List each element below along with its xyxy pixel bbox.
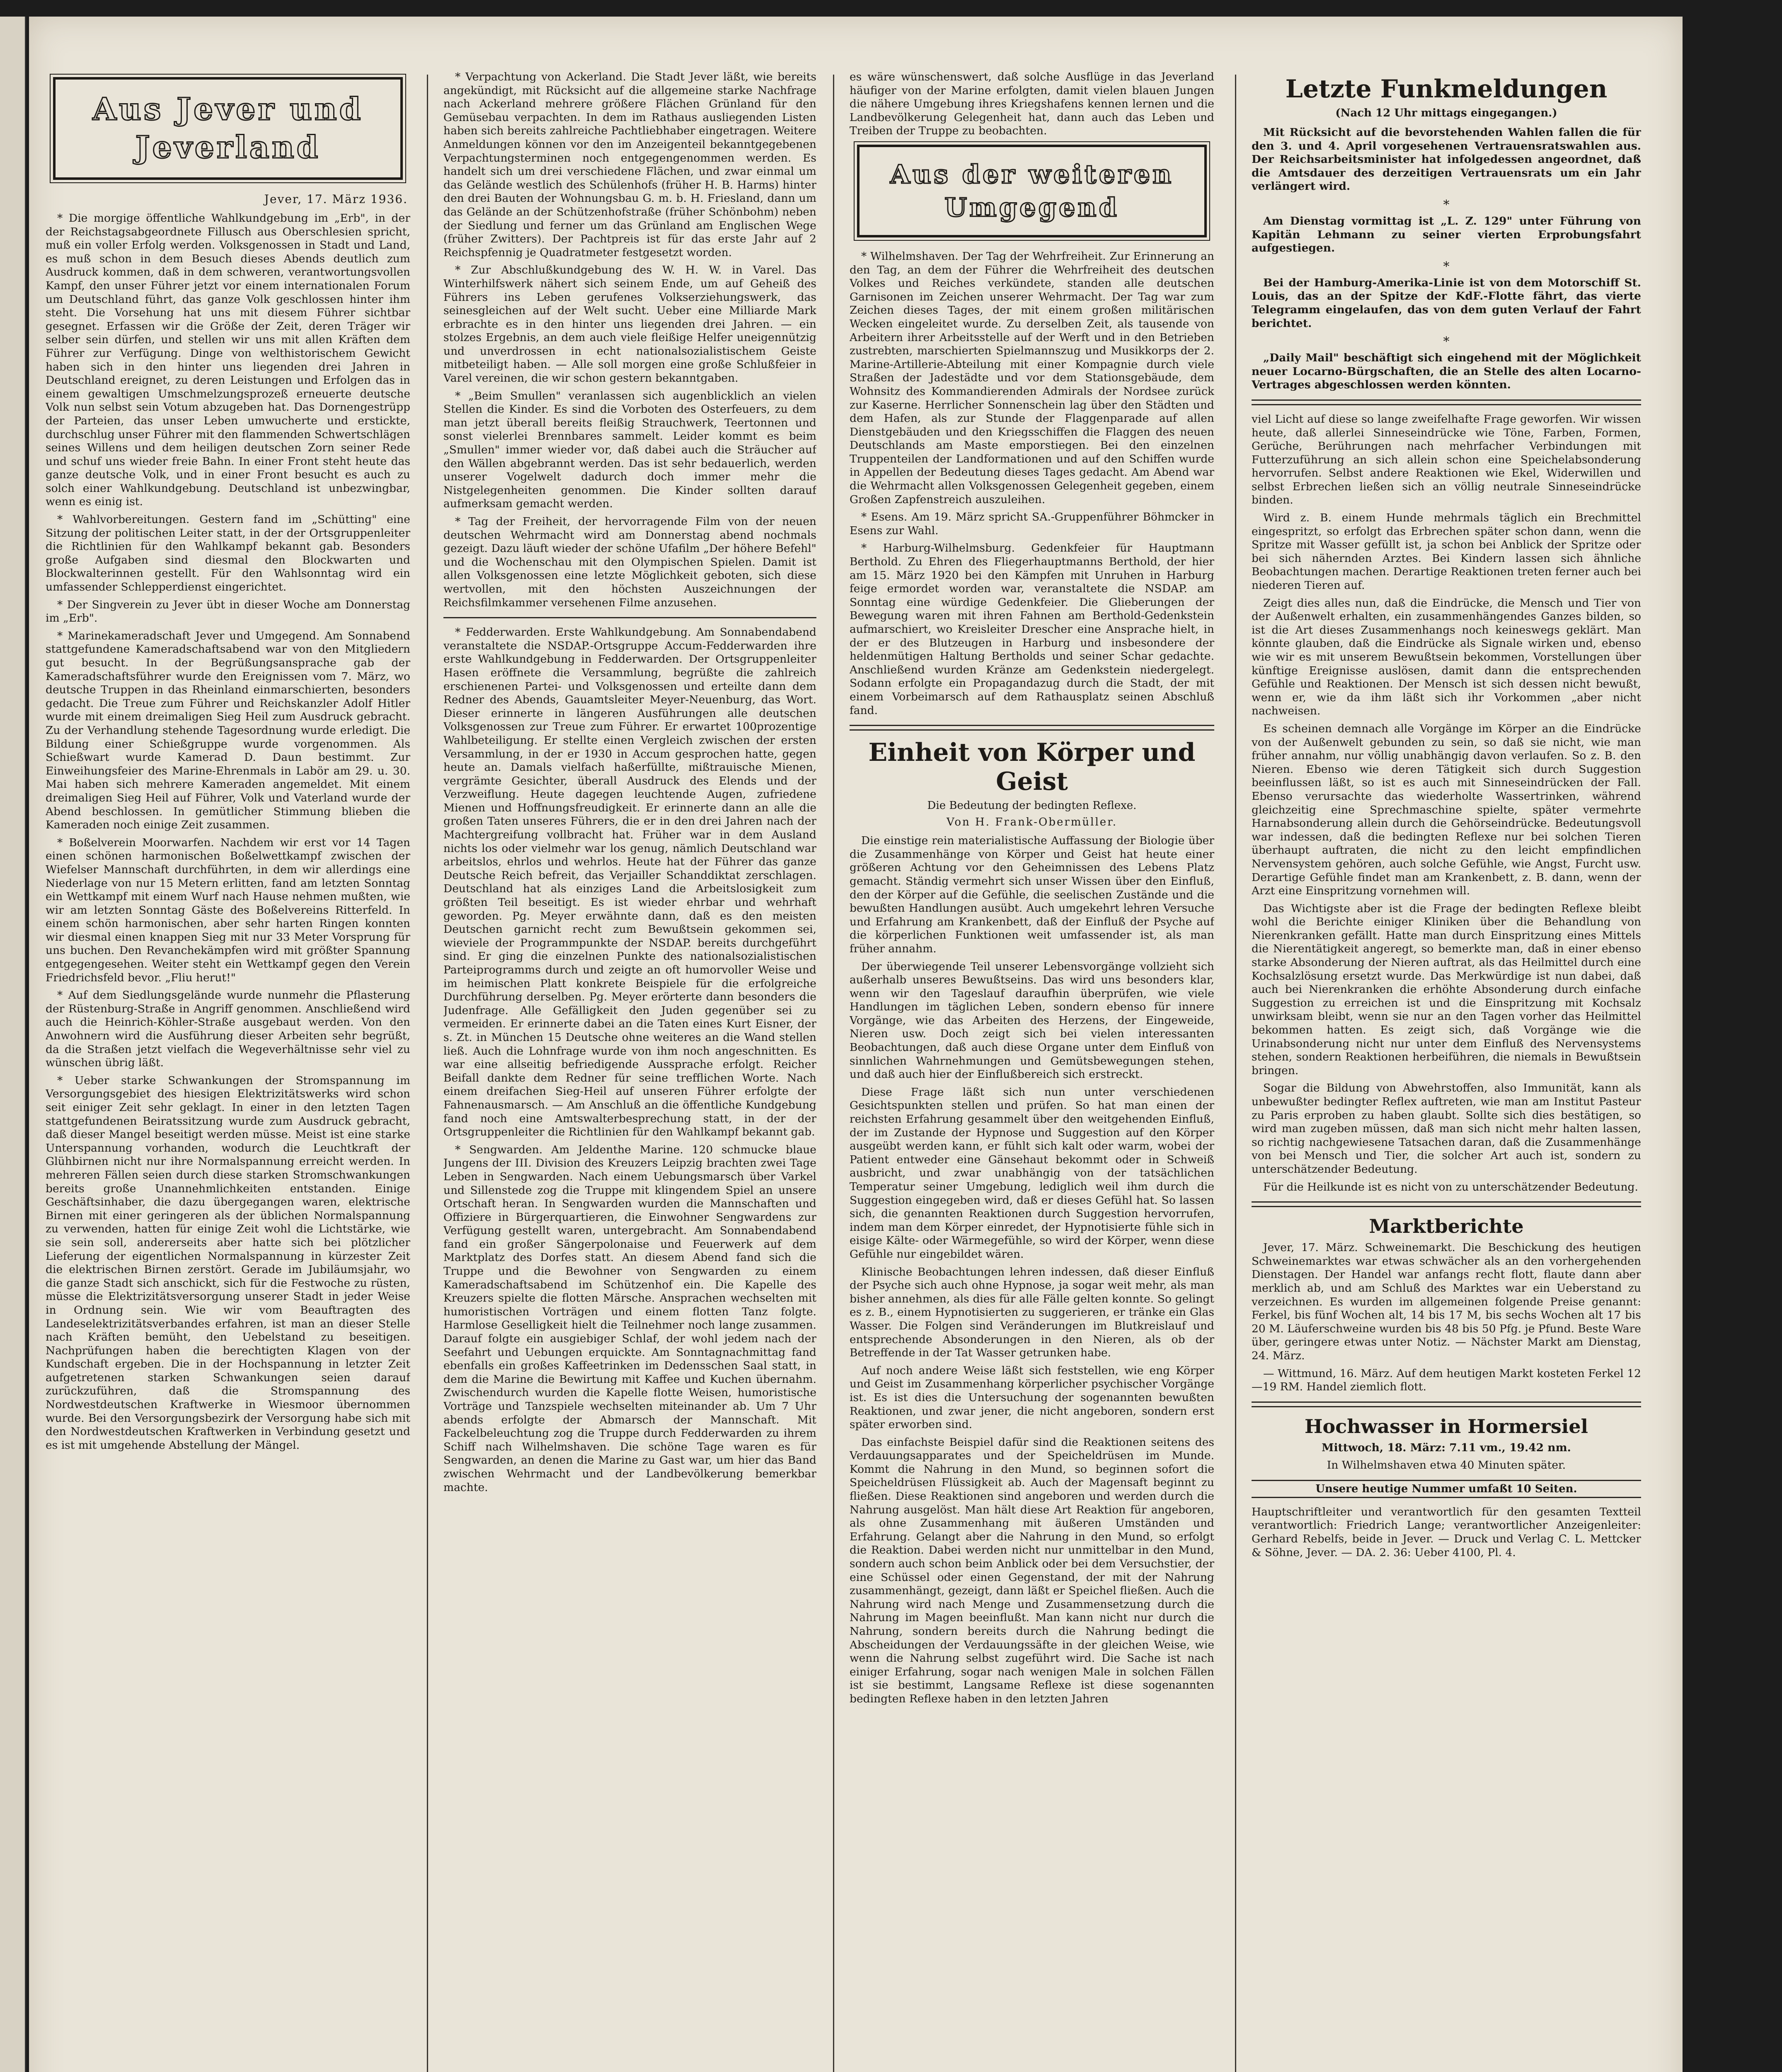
news-note: (Nach 12 Uhr mittags eingegangen.) <box>1335 107 1557 119</box>
news-title: Letzte Funkmeldungen <box>1285 75 1608 104</box>
newspaper-page <box>29 17 1683 2072</box>
tide-times: Mittwoch, 18. März: 7.11 vm., 19.42 nm. <box>1322 1441 1571 1454</box>
article: Das Wichtigste aber ist die Frage der bedingten Reflexe bleibt wohl die Berichte einiger Kliniken über die Behandlung von Nierenkranken gefällt. Hatte man durch Einspritzung eines Mittels die Nierentätigkeit angeregt, so bemerkte man, daß in einer ebenso starke Absonderung der Nieren auftrat, als das Heilmittel durch eine Kochsalzlösung ersetzt wurde. Das Merkwürdige ist nun dabei, daß auch bei Nierenkranken die erhöhte Absonderung durch einfache Suggestion zu erreichen ist und die Einspritzung mit Kochsalz unwirksam bleibt, wenn sie nur an den Tagen vorher das Heilmittel bekommen hatten. Es zeigt sich, daß Vorgänge wie die Urinabsonderung nicht nur unter dem Einfluß des Nervensystems stehen, sondern Reaktionen herbeiführen, die niemals in Bewußtsein bringen. <box>1252 902 1641 1077</box>
market-report: — Wittmund, 16. März. Auf dem heutigen Markt kosteten Ferkel 12—19 RM. Handel ziemlich flott. <box>1252 1367 1641 1394</box>
tide-note: In Wilhelmshaven etwa 40 Minuten später. <box>1327 1459 1566 1472</box>
article: * Sengwarden. Am Jeldenthe Marine. 120 schmucke blaue Jungens der III. Division des Kreuzers Leipzig brachten zwei Tage Leben in Sengwarden. Nach einem Uebungsmarsch über Varkel und Sillenstede zog die Truppe mit klingendem Spiel an unsere Ortschaft heran. In Sengwarden wurden die Mannschaften und Offiziere in Bürgerquartieren, die Einwohner Sengwardens zur Verfügung gestellt waren, untergebracht. Am Sonnabendabend fand ein großer Sängerpolonaise und Feuerwerk auf dem Marktplatz des Dorfes statt. An diesem Abend fand sich die Truppe und die Bewohner von Sengwarden zu einem Kameradschaftsabend im Schützenhof ein. Die Kapelle des Kreuzers spielte die flotten Märsche. Ansprachen wechselten mit humoristischen Vorträgen und einem flotten Tanz folgte. Harmlose Geselligkeit hielt die Teilnehmer noch lange zusammen. Darauf folgte ein ausgiebiger Schlaf, der wohl jedem nach der Seefahrt und Uebungen erquickte. Am Sonntagnachmittag fand ebenfalls ein großes Kaffeetrinken im Dedensschen Saal statt, in dem die Marine die Bewirtung mit Kaffee und Kuchen übernahm. Zwischendurch wurden die Kapelle flotte Weisen, humoristische Vorträge und Tanzspiele wechselten miteinander ab. Um 7 Uhr abends erfolgte der Abmarsch der Mannschaft. Mit Fackelbeleuchtung zog die Truppe durch Fedderwarden zu ihrem Schiff nach Wilhelmshaven. Die schöne Tage waren es für Sengwarden, an denen die Marine zu Gast war, um hier das Band zwischen Wehrmacht und der Landbevölkerung bemerkbar machte. <box>443 1143 816 1494</box>
article: * Die morgige öffentliche Wahlkundgebung im „Erb", in der der Reichstagsabgeordnete Fillusch aus Oberschlesien spricht, muß ein voller Erfolg werden. Volksgenossen in Stadt und Land, es muß schon in dem Besuch dieses Abends deutlich zum Ausdruck kommen, daß in dem schweren, verantwortungsvollen Kampf, den unser Führer jetzt vor einem internationalen Forum um Deutschland führt, das ganze Volk geschlossen hinter ihm steht. Die Vorsehung hat uns mit diesem Führer sichtbar gesegnet. Erfassen wir die Größe der Zeit, deren Träger wir selber sein dürfen, und stellen wir uns mit allen Kräften dem Führer zur Verfügung. Dinge von welthistorischem Gewicht haben sich in den hinter uns liegenden drei Jahren in Deutschland ereignet, zu deren Leistungen und Erfolgen das in einem gewaltigen Umschmelzungsprozeß erneuerte deutsche Volk nun selbst sein Votum abzugeben hat. Das Dornengestrüpp der Parteien, das unser Leben umwucherte und erstickte, durchschlug unser Führer mit den flammenden Schwertschlägen seines Willens und dem heiligen deutschen Zorn seiner Rede und schuf uns wieder freie Bahn. In einer Front steht heute das ganze deutsche Volk, und in einer Front besucht es auch zu solch einer Wahlkundgebung. Deutschland ist unbezwingbar, wenn es einig ist. <box>46 212 410 508</box>
article: Zeigt dies alles nun, daß die Eindrücke, die Mensch und Tier von der Außenwelt erhalten, ein zusammenhängendes Ganzes bilden, so ist die Art dieses Zusammenhangs noch keineswegs geklärt. Man könnte glauben, daß die Eindrücke als Signale wirken und, ebenso wie wir es mit unserem Bewußtsein bekommen, Vorstellungen über künftige Ereignisse auslösen, damit dann die entsprechenden Gefühle und Reaktionen. Der Mensch ist sich dessen nicht bewußt, wenn er, wie da ihm läßt sich ihr Vorkommen „aber nicht nachweisen. <box>1252 596 1641 718</box>
separator-star: * <box>1443 334 1450 349</box>
feature-subtitle: Die Bedeutung der bedingten Reflexe. <box>927 799 1137 812</box>
column-1 <box>46 70 410 2072</box>
news-item: Am Dienstag vormittag ist „L. Z. 129" unter Führung von Kapitän Lehmann zu seiner vierten Erprobungsfahrt aufgestiegen. <box>1252 214 1641 255</box>
section-header-umgegend: Aus der weiteren Umgegend <box>857 145 1207 237</box>
article: Der überwiegende Teil unserer Lebensvorgänge vollzieht sich außerhalb unseres Bewußtseins. Das wird uns besonders klar, wenn wir den Tageslauf daraufhin überprüfen, wie viele Handlungen im täglichen Leben, sondern ebenso für innere Vorgänge, wie das Arbeiten des Herzens, der Eingeweide, Nieren usw. Doch zeigt sich bei vielen interessanten Beobachtungen, daß auch diese Organe unter dem Einfluß von sinnlichen Wahrnehmungen und Gemütsbewegungen stehen, und daß auch hier der Einflußbereich sich erstreckt. <box>850 960 1214 1081</box>
column-rule <box>427 75 428 2072</box>
article-continuation: viel Licht auf diese so lange zweifelhafte Frage geworfen. Wir wissen heute, daß allerlei Sinneseindrücke wie Töne, Farben, Formen, Gerüche, Berührungen nach mehrfacher Verbindungen mit Futterzuführung an sich allein schon eine Speichelabsonderung hervorrufen. Selbst andere Reaktionen wie Ekel, Widerwillen und selbst Erbrechen ließen sich an völlig neutrale Sinneseindrücke binden. <box>1252 412 1641 507</box>
article: * Tag der Freiheit, der hervorragende Film von der neuen deutschen Wehrmacht wird am Donnerstag abend nochmals gezeigt. Dazu läuft wieder der schöne Ufafilm „Der höhere Befehl" und die Wochenschau mit den Olympischen Spielen. Damit ist allen Volksgenossen eine letzte Möglichkeit geboten, sich diese wertvollen, mit den höchsten Auszeichnungen der Reichsfilmkammer versehenen Filme anzusehen. <box>443 515 816 609</box>
article: Es scheinen demnach alle Vorgänge im Körper an die Eindrücke von der Außenwelt gebunden zu sein, so daß sie nicht, wie man früher annahm, nur völlig unabhängig davon verlaufen. So z. B. den Nieren. Ebenso wie deren Tätigkeit sich durch Suggestion beeinflussen läßt, so ist es auch mit Sinneseindrücken der Fall. Ebenso verursachte das wiederholte Wassertrinken, während gleichzeitig eine Sprechmaschine spielte, später vermehrte Harnabsonderung allein durch die Gehörseindrücke. Bedeutungsvoll war indessen, daß die bedingten Reflexe nur bei solchen Tieren überhaupt auftraten, die nicht zu den leicht empfindlichen Nervensystem gehören, auch solche Gefühle, wie Angst, Furcht usw. Derartige Gefühle findet man am Krankenbett, z. B. dann, wenn der Arzt eine Einspritzung vornehmen will. <box>1252 722 1641 898</box>
article: Das einfachste Beispiel dafür sind die Reaktionen seitens des Verdauungsapparates und der Speicheldrüsen im Munde. Kommt die Nahrung in den Mund, so beginnen sofort die Speicheldrüsen Flüssigkeit ab. Auch der Magensaft beginnt zu fließen. Diese Reaktionen sind angeboren und werden durch die Nahrung ausgelöst. Man hält diese Art Reaktion für angeboren, als ohne Zusammenhang mit äußeren Umständen und Erfahrung. Gelangt aber die Nahrung in den Mund, so erfolgt die Reaktion. Dabei werden nicht nur unmittelbar in den Mund, sondern auch schon beim Anblick oder bei dem Versuchstier, der eine Schüssel oder einen Gegenstand, der mit der Nahrung zusammenhängt, gezeigt, dann läßt er Speichel fließen. Auch die Nahrung wird nach Menge und Zusammensetzung durch die Nahrung im Magen beeinflußt. Man kann nicht nur durch die Nahrung, sondern bereits durch die Nahrung bedingt die Abscheidungen der Verdauungssäfte in der gleichen Weise, wie wenn die Nahrung selbst zugeführt wird. Die Sache ist nach einiger Erfahrung, sogar nach wenigen Male in solchen Fällen ist sie bestimmt, Langsame Reflexe ist diese sogenannten bedingten Reflexe haben in den letzten Jahren <box>850 1435 1214 1705</box>
divider <box>443 617 816 618</box>
adjacent-page-edge <box>0 17 26 2072</box>
market-title: Marktberichte <box>1369 1215 1524 1238</box>
column-3 <box>850 70 1214 2072</box>
article: Wird z. B. einem Hunde mehrmals täglich ein Brechmittel eingespritzt, so erfolgt das Erbrechen später schon dann, wenn die Spritze mit Wasser gefüllt ist, ja schon bei Anblick der Spritze oder bei sich nähernden Arztes. Bei Kindern lassen sich ähnliche Beobachtungen machen. Derartige Reaktionen treten ferner auch bei niederen Tieren auf. <box>1252 511 1641 592</box>
article: * Zur Abschlußkundgebung des W. H. W. in Varel. Das Winterhilfswerk nähert sich seinem Ende, um auf Geheiß des Führers ins Leben gerufenes Volkserziehungswerk, das seinesgleichen auf der Welt sucht. Ueber eine Milliarde Mark erbrachte es in den hinter uns liegenden drei Jahren. — ein stolzes Ergebnis, an dem auch viele fleißige Helfer uneigennützig und unverdrossen in echt nationalsozialistischem Geiste mitbeteiligt haben. — Alle soll morgen eine große Schlußfeier in Varel vereinen, die wir schon gestern bekanntgaben. <box>443 264 816 385</box>
article: * Wahlvorbereitungen. Gestern fand im „Schütting" eine Sitzung der politischen Leiter statt, in der der Ortsgruppenleiter die Richtlinien für den Wahlkampf bekannt gab. Besonders große Aufgaben sind diesmal den Blockwarten und Blockwalterinnen gestellt. Für den Wahlsonntag wird ein umfassender Schlepperdienst eingerichtet. <box>46 513 410 594</box>
article: Auf noch andere Weise läßt sich feststellen, wie eng Körper und Geist im Zusammenhang körperlicher psychischer Vorgänge ist. Es ist dies die Untersuchung der sogenannten bewußten Reaktionen, und zwar jener, die nicht angeboren, sondern erst später erworben sind. <box>850 1364 1214 1431</box>
article: * Wilhelmshaven. Der Tag der Wehrfreiheit. Zur Erinnerung an den Tag, an dem der Führer die Wehrfreiheit des deutschen Volkes und Reiches verkündete, standen alle deutschen Garnisonen im Zeichen unserer Wehrmacht. Der Tag war zum Zeichen dieses Tages, der mit einem großen militärischen Wecken eingeleitet wurde. Zu derselben Zeit, als tausende von Arbeitern ihrer Arbeitsstelle auf der Werft und in den Betrieben zustrebten, marschierten Spielmannszug und Musikkorps der 2. Marine-Artillerie-Abteilung mit einer Kompagnie durch viele Straßen der Jadestädte und vor dem Stationsgebäude, dem Wohnsitz des Kommandierenden Admirals der Nordsee zurück zur Kaserne. Herrlicher Sonnenschein lag über den Städten und dem Hafen, als zur Stunde der Flaggenparade auf allen Dienstgebäuden und den Kriegsschiffen die Flaggen des neuen Deutschlands am Maste emporstiegen. Bei den einzelnen Truppenteilen der Landformationen und auf den Schiffen wurde in Appellen der Bedeutung dieses Tages gedacht. Am Abend war die Wehrmacht allen Volksgenossen Gelegenheit gegeben, einem Großen Zapfenstreich auszuleihen. <box>850 249 1214 506</box>
tide-title: Hochwasser in Hormersiel <box>1305 1415 1588 1438</box>
news-item: „Daily Mail" beschäftigt sich eingehend mit der Möglichkeit neuer Locarno-Bürgschaften, die an Stelle des alten Locarno-Vertrages abgeschlossen werden könnten. <box>1252 351 1641 392</box>
article: Sogar die Bildung von Abwehrstoffen, also Immunität, kann als unbewußter bedingter Reflex auftreten, wie man am Institut Pasteur zu Paris erproben zu haben glaubt. Sollte sich dies bestätigen, so wird man zugeben müssen, daß man sich nicht mehr halten lassen, so richtig nachgewiesene Tatsachen daran, daß die Zusammenhänge von bei Mensch und Tier, die solcher Art auch ist, sondern zu unterschätzender Bedeutung. <box>1252 1082 1641 1176</box>
column-rule <box>1235 75 1236 2072</box>
article: * Verpachtung von Ackerland. Die Stadt Jever läßt, wie bereits angekündigt, mit Rücksicht auf die allgemeine starke Nachfrage nach Ackerland mehrere größere Flächen Grünland für den Gemüsebau verpachten. In dem im Rathaus ausliegenden Listen haben sich bereits zahlreiche Pachtliebhaber eingetragen. Weitere Anmeldungen können vor den im Anzeigenteil bekanntgegebenen Verpachtungsterminen noch entgegengenommen werden. Es handelt sich um drei verschiedene Flächen, und zwar einmal um das Gelände westlich des Schülenhofs (früher H. B. Harms) hinter den drei Bauten der Wohnungsbau G. m. b. H. Friesland, dann um das Gelände an der Schützenhofstraße (früher Schönbohm) neben der Siedlung und ferner um das Grünland am Englischen Wege (früher Zwitters). Der Pachtpreis ist für das erste Jahr auf 2 Reichspfennig je Quadratmeter festgesetzt worden. <box>443 70 816 259</box>
impressum: Hauptschriftleiter und verantwortlich für den gesamten Textteil verantwortlich: Friedrich Lange; verantwortlicher Anzeigenleiter: Gerhard Rebelfs, beide in Jever. — Druck und Verlag C. L. Mettcker & Söhne, Jever. — DA. 2. 36: Ueber 4100, Pl. 4. <box>1252 1505 1641 1559</box>
separator-star: * <box>1443 259 1450 274</box>
divider <box>850 725 1214 731</box>
column-2 <box>443 70 816 2072</box>
article: Klinische Beobachtungen lehren indessen, daß dieser Einfluß der Psyche sich auch ohne Hypnose, ja sogar weit mehr, als man bisher annehmen, als dies für alle Fälle gelten konnte. So gelingt es z. B., einem Hypnotisierten zu suggerieren, er tränke ein Glas Wasser. Die Folgen sind Veränderungen im Blutkreislauf und entsprechende Absonderungen in den Nieren, als ob der Betreffende in der Tat Wasser getrunken habe. <box>850 1265 1214 1360</box>
col1-articles <box>46 212 410 1452</box>
feature-title: Einheit von Körper und Geist <box>868 738 1196 796</box>
article: Für die Heilkunde ist es nicht von zu unterschätzender Bedeutung. <box>1263 1180 1638 1193</box>
divider <box>1252 1201 1641 1207</box>
page-count-banner: Unsere heutige Nummer umfaßt 10 Seiten. <box>1252 1480 1641 1498</box>
market-report: Jever, 17. März. Schweinemarkt. Die Beschickung des heutigen Schweinemarktes war etwas schwächer als an den vorhergehenden Dienstagen. Der Handel war anfangs recht flott, flaute dann aber merklich ab, und am Schluß des Marktes war ein Ueberstand zu verzeichnen. Es wurden im allgemeinen folgende Preise genannt: Ferkel, bis fünf Wochen alt, 14 bis 17 M, bis sechs Wochen alt 17 bis 20 M. Läuferschweine wurden bis 48 bis 50 Pfg. je Pfund. Beste Ware über, geringere etwas unter Notiz. — Nächster Markt am Dienstag, 24. März. <box>1252 1241 1641 1362</box>
article: * Harburg-Wilhelmsburg. Gedenkfeier für Hauptmann Berthold. Zu Ehren des Fliegerhauptmanns Berthold, der hier am 15. März 1920 bei den Kämpfen mit Unruhen in Harburg feige ermordet worden war, veranstaltete die NSDAP. am Sonntag eine würdige Gedenkfeier. Die Glieberungen der Bewegung waren mit ihren Fahnen am Berthold-Gedenkstein aufmarschiert, wo Kreisleiter Drescher eine Ansprache hielt, in der er des Blutzeugen in Harburg und insbesondere der heldenmütigen Haltung Bertholds und seiner Schar gedachte. Anschließend wurden Kränze am Gedenkstein niedergelegt. Sodann erfolgte ein Propagandazug durch die Stadt, der mit einem Vorbeimarsch auf dem Rathausplatz seinen Abschluß fand. <box>850 542 1214 717</box>
divider <box>1252 1402 1641 1407</box>
dateline: Jever, 17. März 1936. <box>264 192 408 206</box>
article-continuation: es wäre wünschenswert, daß solche Ausflüge in das Jeverland häufiger von der Marine erfolgten, damit vielen blauen Jungen die nähere Umgebung ihres Kriegshafens kennen lernen und die Landbevölkerung Gelegenheit hat, dann auch das Leben und Treiben der Truppe zu beobachten. <box>850 70 1214 138</box>
article: * Boßelverein Moorwarfen. Nachdem wir erst vor 14 Tagen einen schönen harmonischen Boßelwettkampf zwischen der Wiefelser Mannschaft durchführten, in dem wir allerdings eine Niederlage von nur 15 Metern erlitten, fand am letzten Sonntag ein Wettkampf mit einem Wurf nach Hause nehmen mußten, wie wir am letzten Sonntag Gäste des Boßelvereins Ritterfeld. In einem schön harmonischen, aber sehr harten Ringen konnten wir diesmal einen knappen Sieg mit nur 33 Meter Vorsprung für uns buchen. Den Revanchekämpfen wird mit größter Spannung entgegengesehen. Weiter steht ein Wettkampf gegen den Verein Friedrichsfeld bevor. „Fliu herut!" <box>46 836 410 984</box>
article: Die einstige rein materialistische Auffassung der Biologie über die Zusammenhänge von Körper und Geist hat heute einer größeren Achtung vor den Geheimnissen des Lebens Platz gemacht. Ständig vermehrt sich unser Wissen über den Einfluß, den der Körper auf die Gefühle, die seelischen Zustände und die bewußten Handlungen ausübt. Auch umgekehrt lehren Versuche und Erfahrung am Krankenbett, daß der Einfluß der Psyche auf die körperlichen Funktionen weit umfassender ist, als man früher annahm. <box>850 834 1214 955</box>
article: * „Beim Smullen" veranlassen sich augenblicklich an vielen Stellen die Kinder. Es sind die Vorboten des Osterfeuers, zu dem man jetzt überall bereits fleißig Strauchwerk, Teertonnen und sonst vielerlei Brennbares sammelt. Leider kommt es beim „Smullen" immer wieder vor, daß dabei auch die Sträucher auf den Wällen abgebrannt werden. Das ist sehr bedauerlich, werden unserer Vogelwelt dadurch doch immer mehr die Nistgelegenheiten genommen. Die Kinder sollten darauf aufmerksam gemacht werden. <box>443 389 816 511</box>
article: * Fedderwarden. Erste Wahlkundgebung. Am Sonnabendabend veranstaltete die NSDAP.-Ortsgruppe Accum-Fedderwarden ihre erste Wahlkundgebung in Fedderwarden. Der Ortsgruppenleiter Hasen eröffnete die Versammlung, begrüßte die zahlreich erschienenen Partei- und Volksgenossen und erteilte dann dem Redner des Abends, Gauamtsleiter Meyer-Neuenburg, das Wort. Dieser erinnerte in längeren Ausführungen alle deutschen Volksgenossen zur Treue zum Führer. Er erwartet 100prozentige Wahlbeteiligung. Er stellte einen Vergleich zwischen der ersten Versammlung, in der er 1930 in Accum gesprochen hatte, gegen heute an. Damals vielfach haßerfüllte, mißtrauische Mienen, vergrämte Gesichter, überall Ausdruck des Elends und der Verzweiflung. Heute dagegen leuchtende Augen, zufriedene Mienen und Hoffnungsfreudigkeit. Er erinnerte dann an alle die großen Taten unseres Führers, die er in den drei Jahren nach der Machtergreifung vollbracht hat. Früher war in dem Ausland nichts los oder vielmehr war los genug, nämlich Deutschland war arbeitslos, ehrlos und wehrlos. Heute hat der Führer das ganze Deutsche Reich befreit, das Verjailler Schanddiktat zerschlagen. Deutschland hat als einziges Land die Arbeitslosigkeit zum größten Teil beseitigt. Es ist wieder ehrbar und wehrhaft geworden. Pg. Meyer erwähnte dann, daß es den meisten Deutschen garnicht recht zum Bewußtsein gekommen sei, wieviele der Programmpunkte der NSDAP. bereits durchgeführt sind. Er ging die einzelnen Punkte des nationalsozialistischen Parteiprogramms durch und zeigte an oft humorvoller Weise und im heimischen Platt konkrete Beispiele für die erfolgreiche Durchführung derselben. Pg. Meyer erörterte dann besonders die Judenfrage. Alle Gefälligkeit den Juden gegenüber sei zu vermeiden. Er erinnerte dabei an die Taten eines Kurt Eisner, der s. Zt. in München 15 Deutsche ohne weiteres an die Wand stellen ließ. Auch die Lohnfrage wurde von ihm noch angeschnitten. Es war eine allseitig befriedigende Aussprache erfolgt. Reicher Beifall dankte dem Redner für seine trefflichen Worte. Nach einem dreifachen Sieg-Heil auf unseren Führer erfolgte der Fahnenausmarsch. — Am Anschluß an die öffentliche Kundgebung fand noch eine Amtswalterbesprechung statt, in der der Ortsgruppenleiter die Richtlinien für den Wahlkampf bekannt gab. <box>443 626 816 1139</box>
article: Diese Frage läßt sich nun unter verschiedenen Gesichtspunkten stellen und prüfen. So hat man einen der reichsten Erfahrung gesammelt über den weitgehenden Einfluß, der im Zustande der Hypnose und Suggestion auf den Körper ausgeübt werden kann, er fühlt sich kalt oder warm, wobei der Patient entweder eine Gänsehaut bekommt oder in Schweiß ausbricht, und zwar unabhängig von der tatsächlichen Temperatur seiner Umgebung, lediglich weil ihm durch die Suggestion eingegeben wird, daß er dieses Gefühl hat. So lassen sich, die genannten Reaktionen durch Suggestion hervorrufen, indem man dem Körper einredet, der Hypnotisierte fühle sich in eisige Kälte- oder Wärmegefühle, so wird der Körper, wenn diese Gefühle nur eingebildet wären. <box>850 1085 1214 1261</box>
article: * Auf dem Siedlungsgelände wurde nunmehr die Pflasterung der Rüstenburg-Straße in Angriff genommen. Anschließend wird auch die Heinrich-Köhler-Straße ausgebaut werden. Von den Anwohnern wird die Ausführung dieser Arbeiten sehr begrüßt, da die Straßen jetzt vielfach die Wegeverhältnisse sehr viel zu wünschen übrig läßt. <box>46 989 410 1070</box>
article: * Esens. Am 19. März spricht SA.-Gruppenführer Böhmcker in Esens zur Wahl. <box>850 511 1214 537</box>
column-4 <box>1252 70 1641 2072</box>
divider <box>1252 399 1641 405</box>
feature-author: Von H. Frank-Obermüller. <box>946 816 1118 829</box>
separator-star: * <box>1443 197 1450 212</box>
article: * Der Singverein zu Jever übt in dieser Woche am Donnerstag im „Erb". <box>46 598 410 625</box>
article: * Ueber starke Schwankungen der Stromspannung im Versorgungsgebiet des hiesigen Elektrizitätswerks wird schon seit einiger Zeit sehr geklagt. In einer in den letzten Tagen stattgefundenen Beiratssitzung wurde zum Ausdruck gebracht, daß dieser Mangel beseitigt werden müsse. Meist ist eine starke Unterspannung vorhanden, wodurch die Leuchtkraft der Glühbirnen nicht nur ihre Normalspannung erreicht werden. In mehreren Fällen seien durch diese starken Stromschwankungen bereits große Unannehmlichkeiten entstanden. Einige Geschäftsinhaber, die dazu übergegangen waren, elektrische Birnen mit einer geringeren als der üblichen Normalspannung zu verwenden, hatten für einige Zeit wohl die Lichtstärke, wie sie sein soll, andererseits aber hatte sich bei plötzlicher Lieferung der eigentlichen Normalspannung in kürzester Zeit die elektrischen Birnen zerstört. Gerade im Jubiläumsjahr, wo die ganze Stadt sich anschickt, sich für die Festwoche zu rüsten, müsse die Elektrizitätsversorgung unserer Stadt in jeder Weise in Ordnung sein. Wie wir vom Beauftragten des Landeselektrizitätsverbandes erfahren, ist man an dieser Stelle nach Kräften bemüht, den Uebelstand zu beseitigen. Nachprüfungen haben die berechtigten Klagen von der Kundschaft ergeben. Die in der Hochspannung in letzter Zeit aufgetretenen starken Schwankungen seien darauf zurückzuführen, daß die Stromspannung des Nordwestdeutschen Kraftwerke in Wiesmoor übernommen wurde. Bei den Versorgungsbezirk der Versorgung habe sich mit den Nordwestdeutschen Kraftwerken in Verbindung gesetzt und es ist mit umgehende Abstellung der Mängel. <box>46 1074 410 1452</box>
column-rule <box>833 75 834 2072</box>
news-item: Bei der Hamburg-Amerika-Linie ist von dem Motorschiff St. Louis, das an der Spitze der KdF.-Flotte fährt, das vierte Telegramm eingelaufen, das von dem guten Verlauf der Fahrt berichtet. <box>1252 276 1641 330</box>
news-item: Mit Rücksicht auf die bevorstehenden Wahlen fallen die für den 3. und 4. April vorgesehenen Vertrauensratswahlen aus. Der Reichsarbeitsminister hat infolgedessen angeordnet, daß die Amtsdauer des derzeitigen Vertrauensrats um ein Jahr verlängert wird. <box>1252 126 1641 193</box>
section-header-jever: Aus Jever und Jeverland <box>53 77 403 180</box>
article: * Marinekameradschaft Jever und Umgegend. Am Sonnabend stattgefundene Kameradschaftsabend war von den Mitgliedern gut besucht. In der Begrüßungsansprache gab der Kameradschaftsführer wurde den Ereignissen vom 7. März, wo deutsche Truppen in das Rheinland einmarschierten, besonders gedacht. Die Treue zum Führer und Reichskanzler Adolf Hitler wurde mit einem dreimaligen Sieg Heil zum Ausdruck gebracht. Zu der Verhandlung stehende Tagesordnung wurde erledigt. Die Bildung einer Schießgruppe wurde vorgenommen. Als Schießwart wurde Kamerad D. Daun bestimmt. Zur Einweihungsfeier des Marine-Ehrenmals in Labör am 29. u. 30. Mai haben sich mehrere Kameraden angemeldet. Mit einem dreimaligen Sieg Heil auf Führer, Volk und Vaterland wurde der Abend beschlossen. In gemütlicher Stimmung blieben die Kameraden noch einige Zeit zusammen. <box>46 629 410 832</box>
